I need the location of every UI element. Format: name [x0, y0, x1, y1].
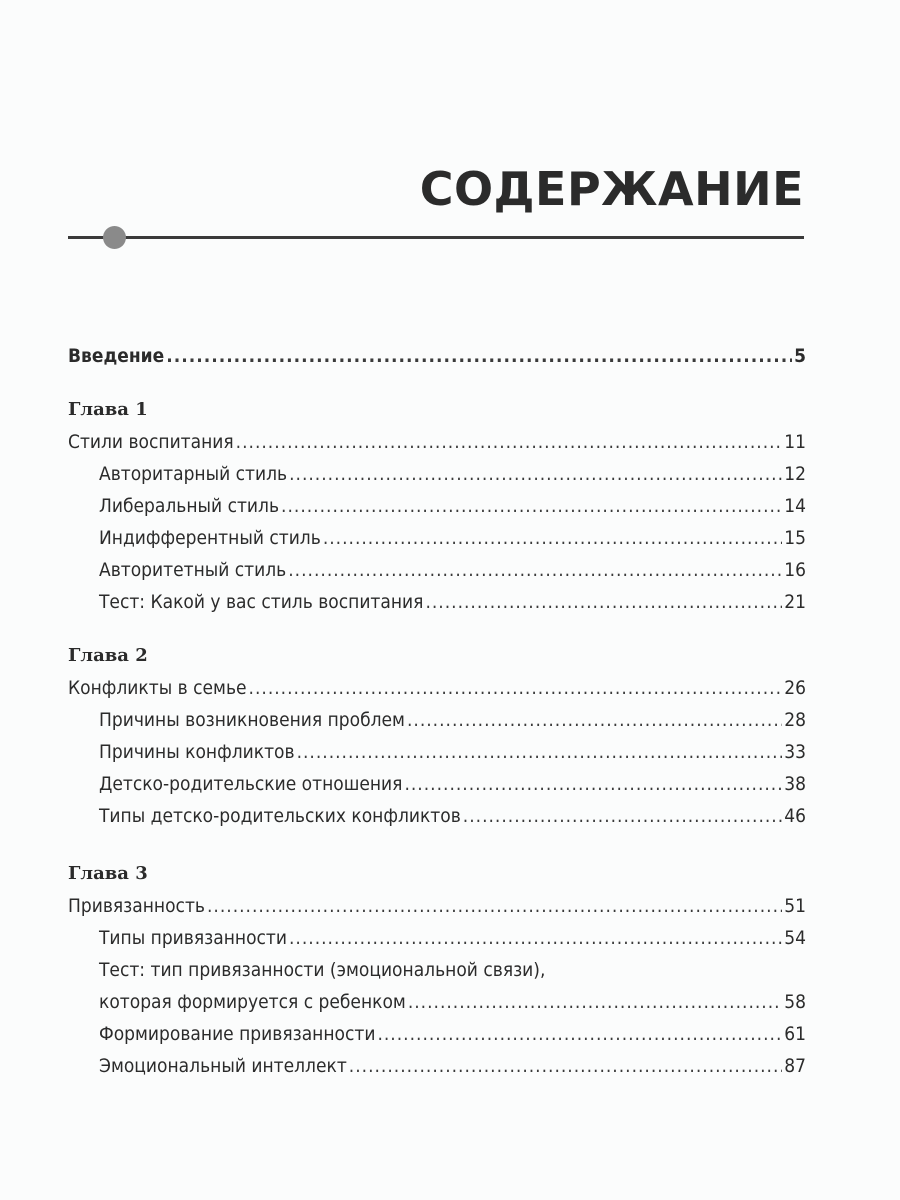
leader-dots — [288, 554, 782, 586]
toc-entry[interactable] — [68, 768, 806, 800]
toc-entry-chapter-main[interactable] — [68, 672, 806, 704]
leader-dots — [289, 458, 782, 490]
toc-entry-line1[interactable] — [68, 954, 806, 986]
leader-dots — [408, 986, 782, 1018]
toc-entry-label: Формирование привязанности — [99, 1023, 376, 1045]
toc-entry[interactable] — [68, 1050, 806, 1082]
toc-entry[interactable] — [68, 704, 806, 736]
leader-dots — [207, 890, 782, 922]
leader-dots — [404, 768, 782, 800]
toc-entry[interactable] — [68, 800, 806, 832]
leader-dots — [249, 672, 783, 704]
chapter-heading: Глава 2 — [68, 645, 148, 666]
toc-entry-line2[interactable] — [68, 986, 806, 1018]
toc-entry-label: Тест: тип привязанности (эмоциональной связи), — [99, 959, 546, 981]
toc-entry-page: 54 — [784, 927, 806, 949]
toc-entry-label: Типы привязанности — [99, 927, 287, 949]
toc-entry-page: 38 — [784, 773, 806, 795]
toc-entry-label: Привязанность — [68, 895, 205, 917]
leader-dots — [289, 922, 782, 954]
toc-entry-label: Причины возникновения проблем — [99, 709, 405, 731]
toc-entry[interactable] — [68, 490, 806, 522]
toc-entry[interactable] — [68, 1018, 806, 1050]
toc-entry-label: Введение — [68, 345, 165, 367]
leader-dots — [236, 426, 783, 458]
chapter-heading: Глава 3 — [68, 863, 148, 884]
toc-entry-chapter-main[interactable] — [68, 890, 806, 922]
toc-entry-page: 46 — [784, 805, 806, 827]
leader-dots — [377, 1018, 782, 1050]
toc-entry-chapter-main[interactable] — [68, 426, 806, 458]
toc-entry-label: Детско-родительские отношения — [99, 773, 403, 795]
toc-entry-label: Стили воспитания — [68, 431, 234, 453]
page-title: СОДЕРЖАНИЕ — [419, 162, 804, 216]
leader-dots — [281, 490, 782, 522]
chapter-heading: Глава 1 — [68, 399, 148, 420]
toc-entry-page: 51 — [784, 895, 806, 917]
toc-entry-label: Либеральный стиль — [99, 495, 280, 517]
toc-entry-label: Конфликты в семье — [68, 677, 247, 699]
toc-entry-label: Авторитетный стиль — [99, 559, 287, 581]
leader-dots — [425, 586, 782, 618]
rule-dot-ornament — [103, 226, 126, 249]
toc-entry-page: 87 — [784, 1055, 806, 1077]
toc-entry-page: 5 — [794, 345, 806, 367]
toc-entry-page: 15 — [784, 527, 806, 549]
toc-entry-page: 28 — [784, 709, 806, 731]
toc-entry-page: 26 — [784, 677, 806, 699]
toc-entry[interactable] — [68, 922, 806, 954]
leader-dots — [463, 800, 782, 832]
table-of-contents — [68, 340, 806, 1082]
title-rule — [68, 236, 804, 239]
toc-entry-label: Причины конфликтов — [99, 741, 295, 763]
leader-dots — [349, 1050, 782, 1082]
toc-entry-label: Авторитарный стиль — [99, 463, 288, 485]
leader-dots — [166, 340, 792, 372]
toc-entry-page: 12 — [784, 463, 806, 485]
toc-entry[interactable] — [68, 586, 806, 618]
toc-entry[interactable] — [68, 736, 806, 768]
toc-entry-page: 33 — [784, 741, 806, 763]
toc-entry-page: 14 — [784, 495, 806, 517]
toc-entry-page: 11 — [784, 431, 806, 453]
toc-entry-page: 16 — [784, 559, 806, 581]
toc-entry-page: 58 — [784, 991, 806, 1013]
toc-entry-label: Эмоциональный интеллект — [99, 1055, 347, 1077]
toc-entry-page: 61 — [784, 1023, 806, 1045]
toc-entry-page: 21 — [784, 591, 806, 613]
leader-dots — [323, 522, 782, 554]
toc-entry-label: Индифферентный стиль — [99, 527, 321, 549]
toc-entry[interactable] — [68, 522, 806, 554]
toc-entry-label: которая формируется с ребенком — [99, 991, 406, 1013]
leader-dots — [297, 736, 783, 768]
toc-entry-label: Типы детско-родительских конфликтов — [99, 805, 461, 827]
leader-dots — [407, 704, 782, 736]
toc-entry-intro[interactable] — [68, 340, 806, 372]
toc-entry-label: Тест: Какой у вас стиль воспитания — [99, 591, 424, 613]
toc-entry[interactable] — [68, 458, 806, 490]
toc-entry[interactable] — [68, 554, 806, 586]
